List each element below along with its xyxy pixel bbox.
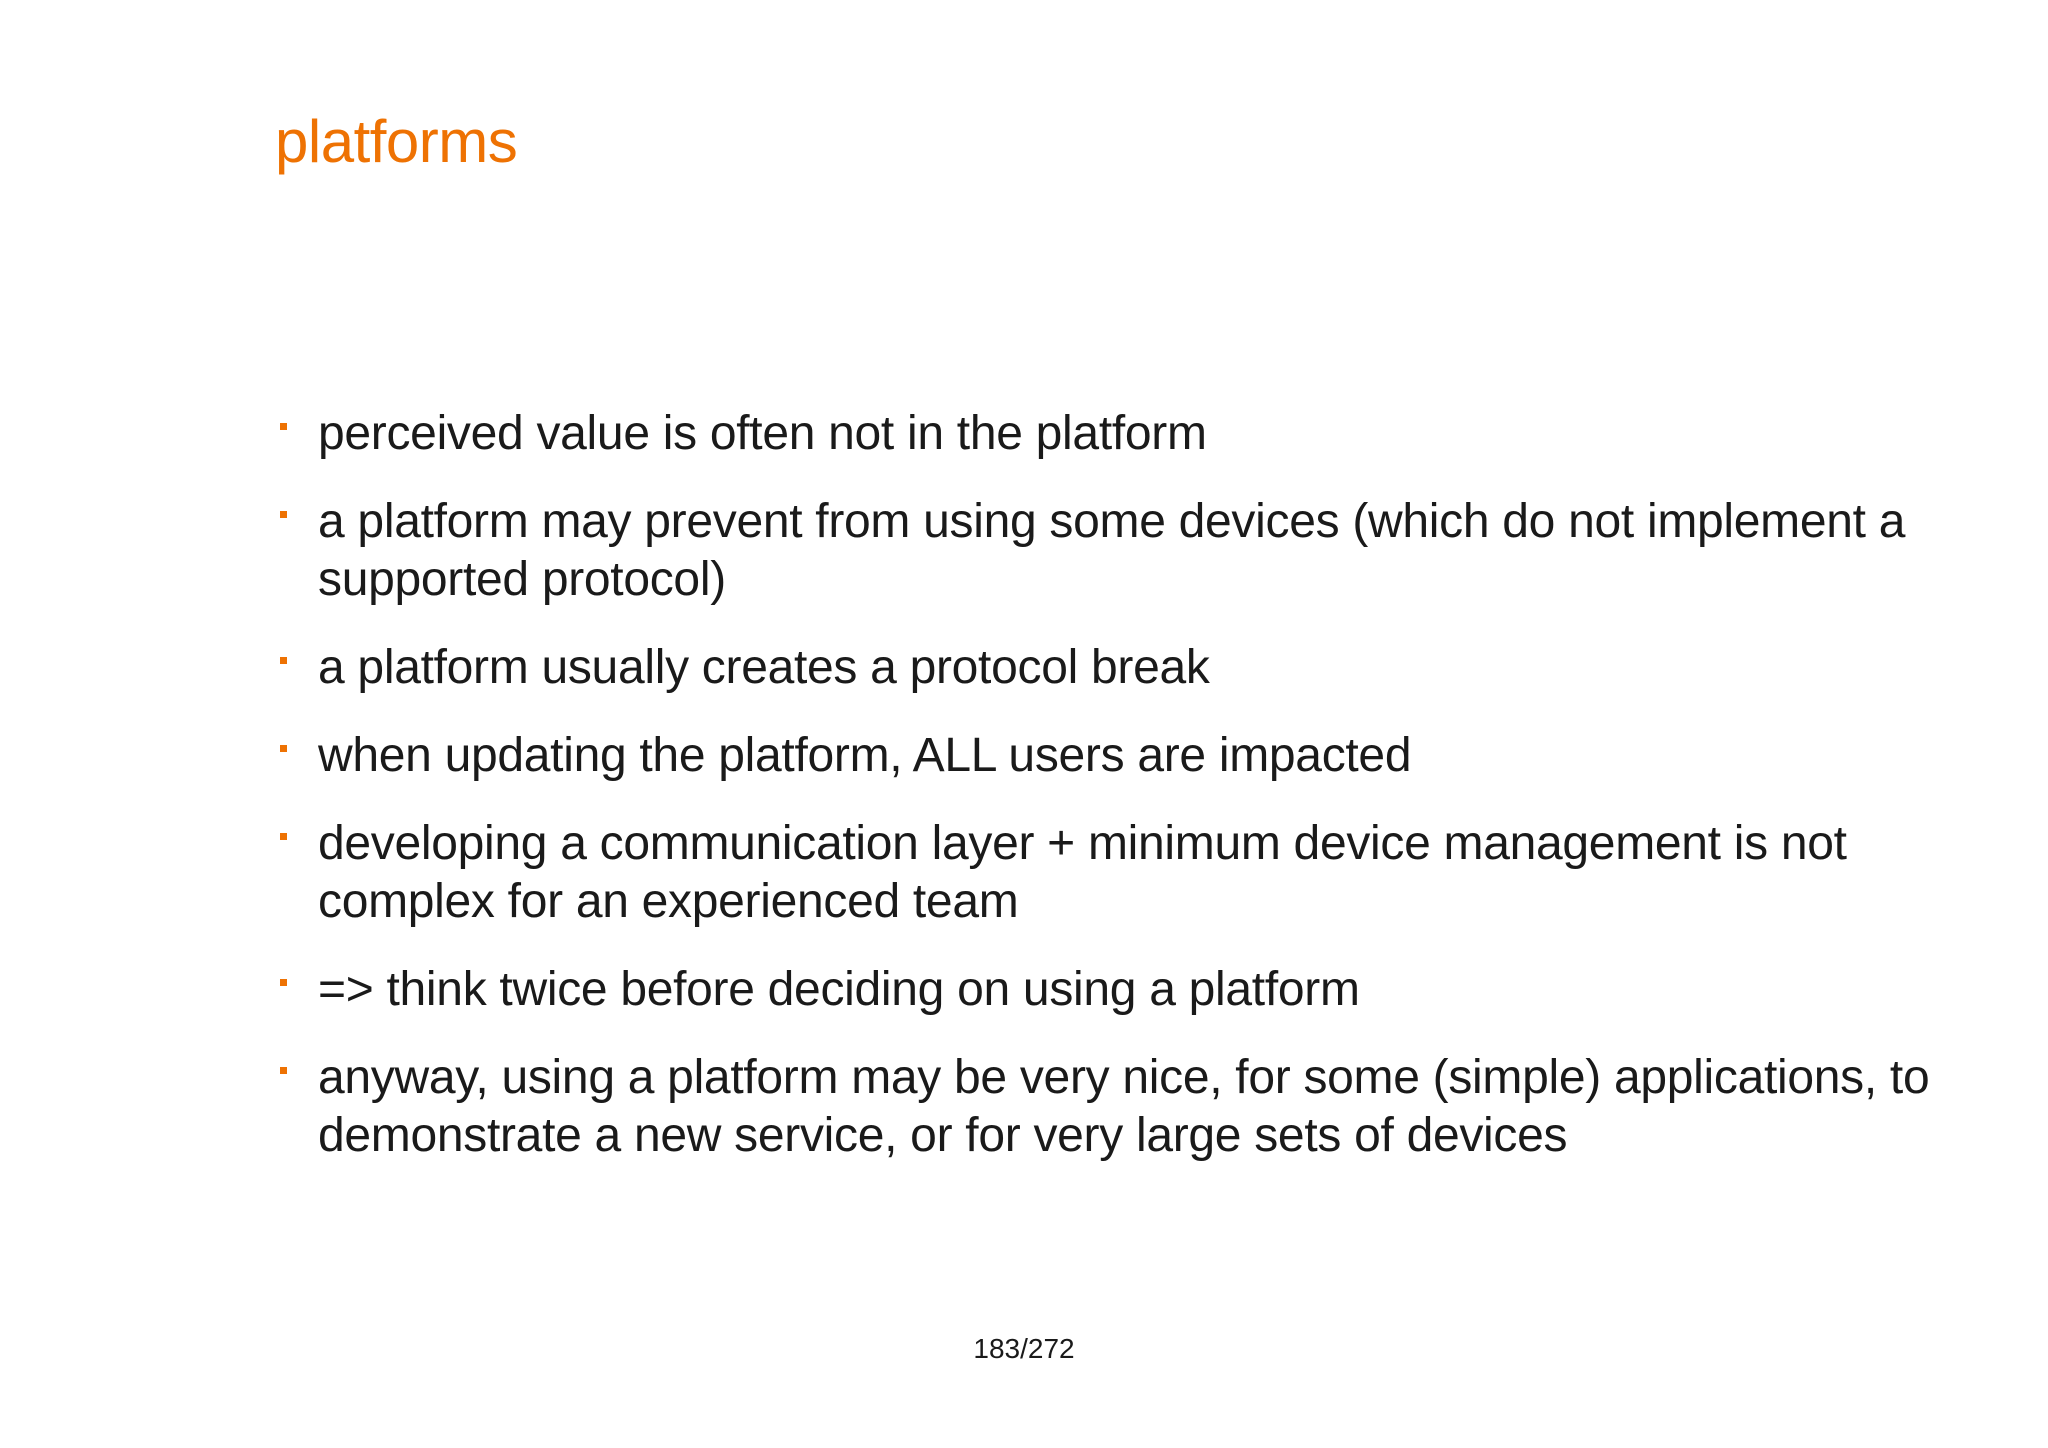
bullet-item (280, 727, 1940, 785)
slide-title: platforms (275, 108, 518, 175)
bullet-item (280, 405, 1940, 463)
bullet-text: when updating the platform, ALL users are impacted (318, 729, 1412, 782)
square-bullet-icon (280, 423, 287, 430)
bullet-text: perceived value is often not in the platform (318, 407, 1207, 460)
square-bullet-icon (280, 745, 287, 752)
square-bullet-icon (280, 1067, 287, 1074)
square-bullet-icon (280, 833, 287, 840)
bullet-text: anyway, using a platform may be very nice, for some (simple) applications, to demonstrate a new service, or for very large sets of devices (318, 1051, 1930, 1162)
bullet-text: a platform usually creates a protocol break (318, 641, 1210, 694)
bullet-item (280, 493, 1940, 609)
bullet-item (280, 639, 1940, 697)
bullet-text: a platform may prevent from using some devices (which do not implement a supported protocol) (318, 495, 1906, 606)
square-bullet-icon (280, 657, 287, 664)
bullet-item (280, 961, 1940, 1019)
square-bullet-icon (280, 511, 287, 518)
bullet-item (280, 1049, 1940, 1165)
bullet-item (280, 815, 1940, 931)
bullet-text: => think twice before deciding on using a platform (318, 963, 1360, 1016)
bullet-list (280, 405, 1940, 1195)
page-number: 183/272 (973, 1333, 1075, 1364)
bullet-text: developing a communication layer + minimum device management is not complex for an experienced team (318, 817, 1847, 928)
square-bullet-icon (280, 979, 287, 986)
